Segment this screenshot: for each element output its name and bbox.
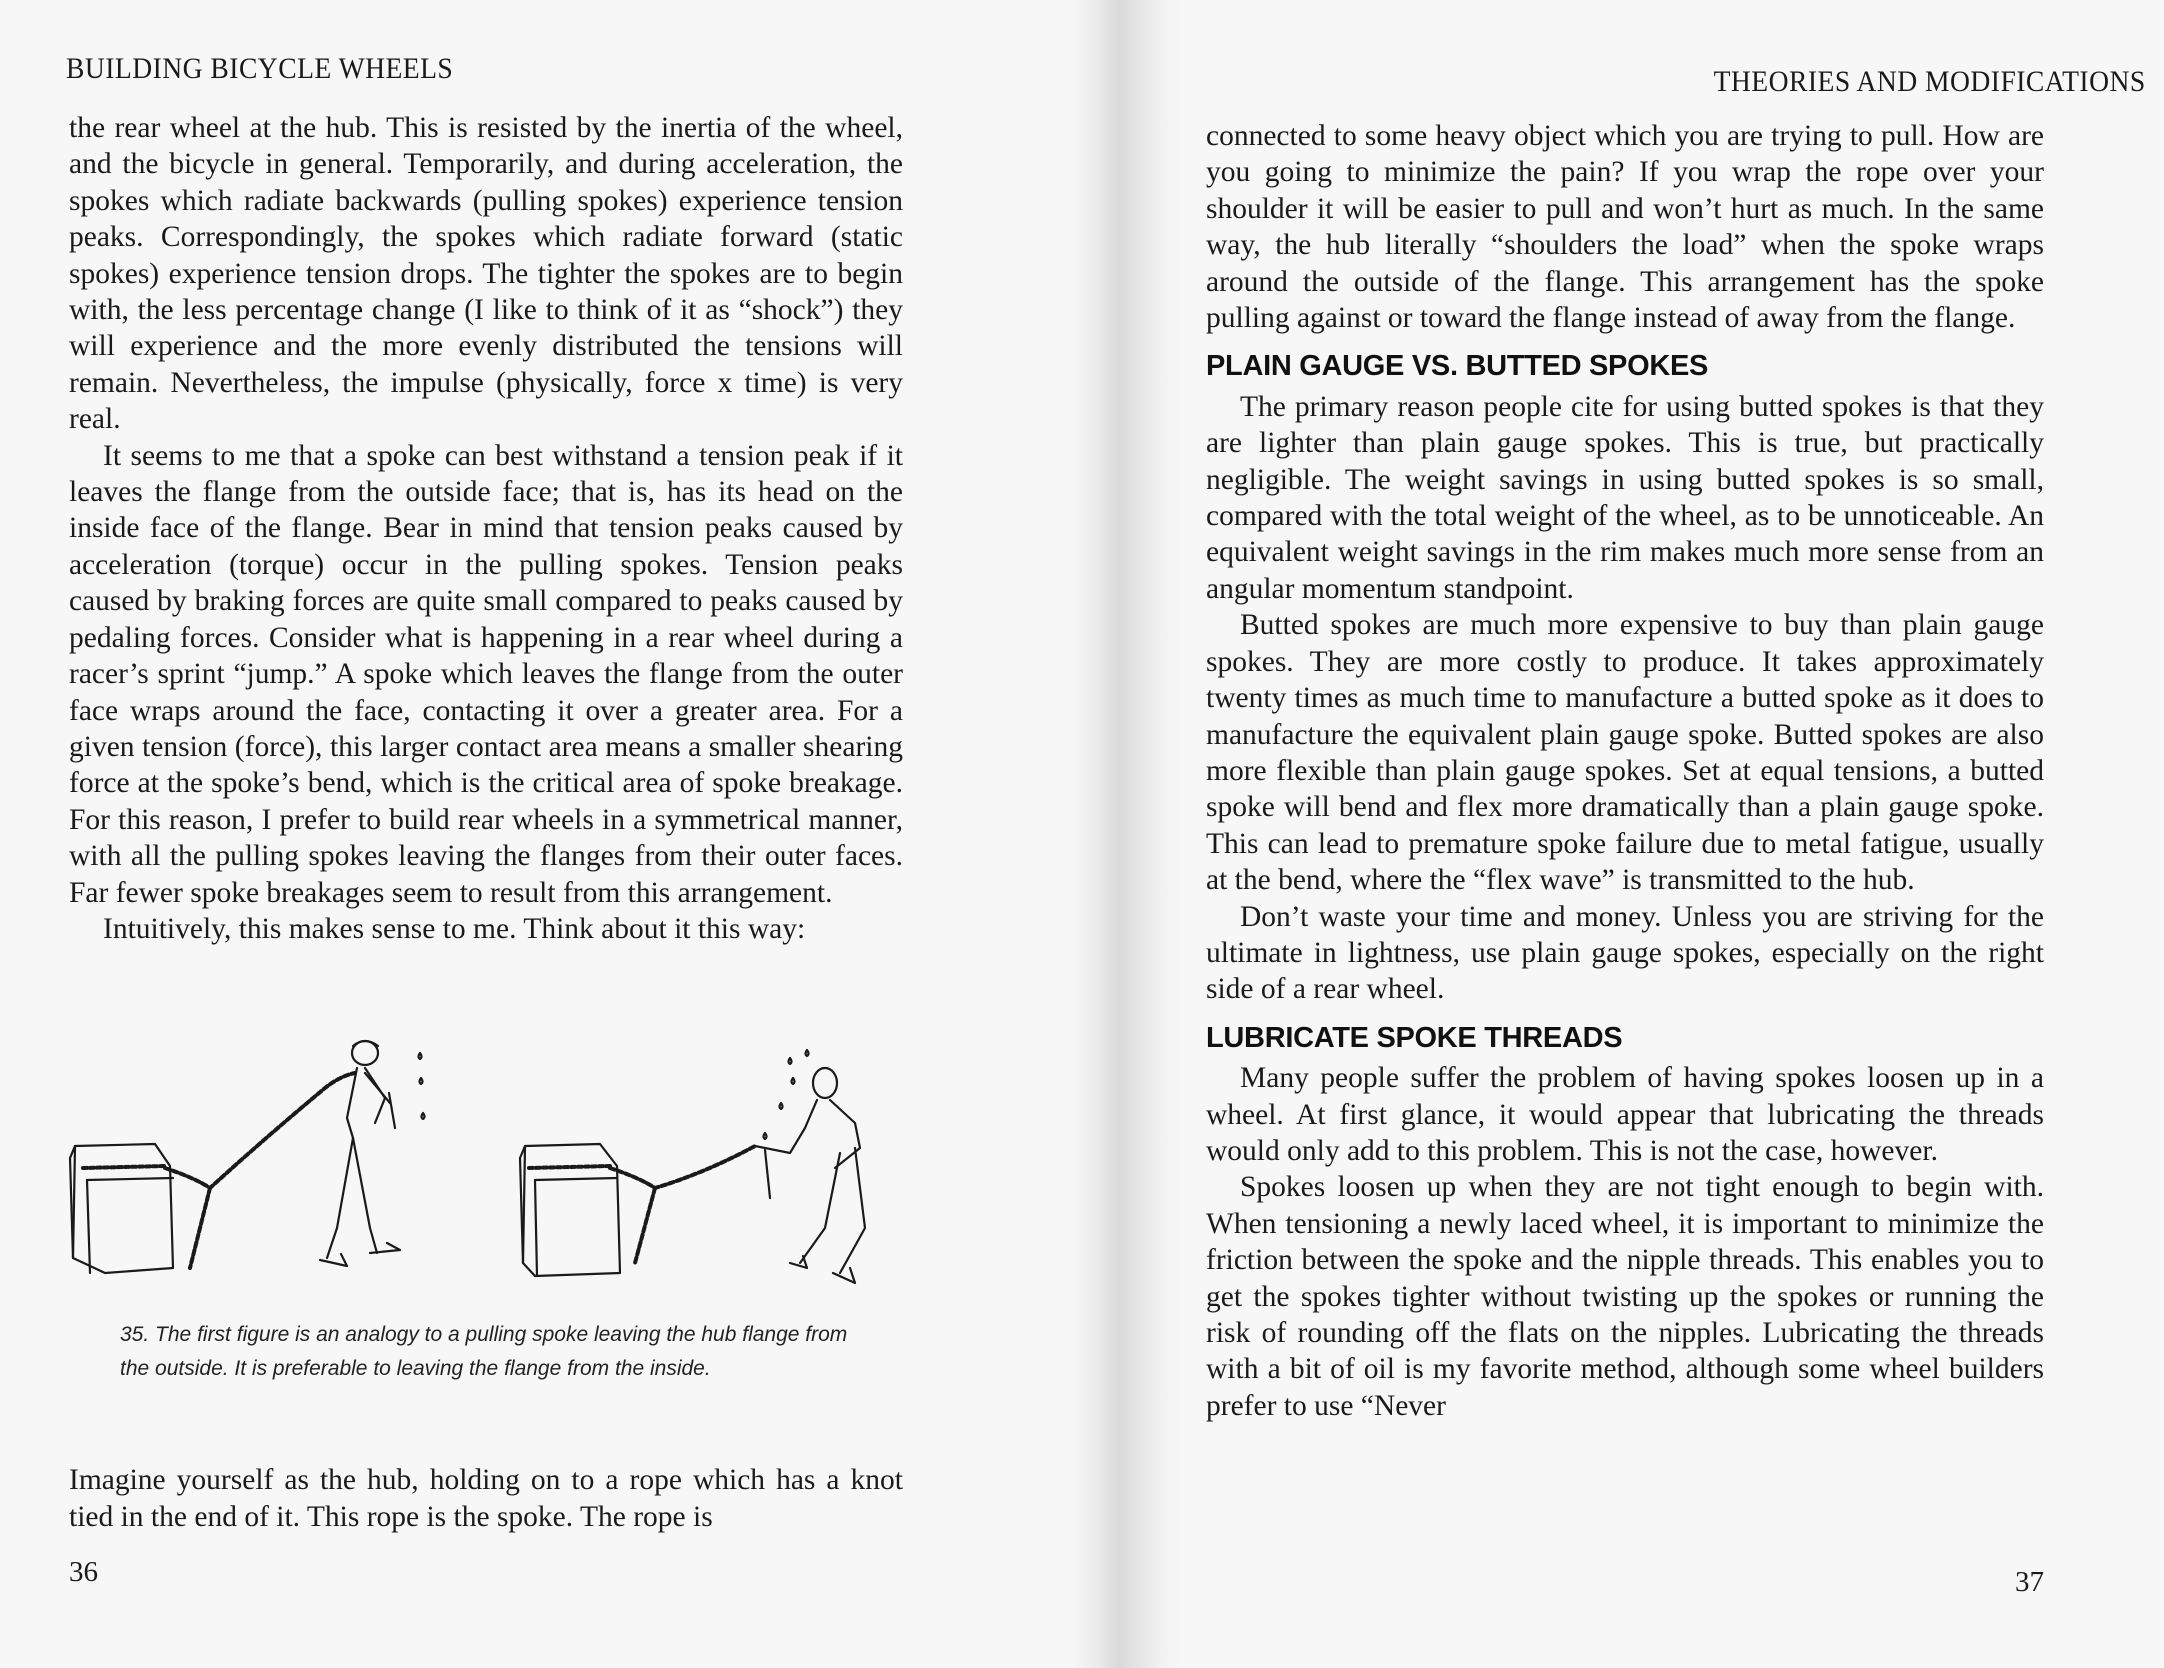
left-page bbox=[0, 0, 1070, 1668]
sweat-drops bbox=[764, 1050, 809, 1139]
paragraph-after-figure: Imagine yourself as the hub, holding on to a rope which has a knot tied in the end of it. This rope is the spoke. The rope is bbox=[69, 1464, 903, 1533]
figure-35-illustration bbox=[65, 1028, 895, 1298]
figure-man-hands bbox=[755, 1068, 865, 1283]
paragraph: Spokes loosen up when they are not tight enough to begin with. When tensioning a newly laced wheel, it is important to minimize the friction between the spoke and the nipple threads. This enables you to get the spokes tighter without twisting up the spokes or running the risk of rounding off the flats on the nipples. Lubricating the threads with a bit of oil is my favorite method, although some wheel builders prefer to use “Never bbox=[1206, 1171, 2044, 1422]
paragraph: The primary reason people cite for using butted spokes is that they are lighter than plain gauge spokes. This is true, but practically negligible. The weight savings in using butted spokes is so small, compared with the total weight of the wheel, as to be unnoticeable. An equivalent weight savings in the rim makes much more sense from an angular momentum standpoint. bbox=[1206, 390, 2044, 605]
section-heading-plain-vs-butted: PLAIN GAUGE VS. BUTTED SPOKES bbox=[1206, 350, 1709, 383]
right-page bbox=[1130, 0, 2164, 1668]
heavy-box-icon bbox=[520, 1144, 620, 1276]
paragraph: Intuitively, this makes sense to me. Think about it this way: bbox=[103, 912, 806, 945]
figure-panel-hands bbox=[520, 1050, 865, 1283]
left-body-text bbox=[69, 110, 903, 947]
paragraph: the rear wheel at the hub. This is resisted by the inertia of the wheel, and the bicycle in general. Temporarily, and during acceleration, the spokes which radiate backwards (pulling spokes) experience tension peaks. Correspondingly, the spokes which radiate forward (static spokes) experience tension drops. The tighter the spokes are to begin with, the less percentage change (I like to think of it as “shock”) they will experience and the more evenly distributed the tensions will remain. Nevertheless, the impulse (physically, force x time) is very real. bbox=[69, 112, 903, 436]
running-head-left: BUILDING BICYCLE WHEELS bbox=[66, 52, 454, 85]
right-body-text bbox=[1206, 118, 2044, 1424]
rope bbox=[165, 1073, 355, 1188]
paragraph: Don’t waste your time and money. Unless you are striving for the ultimate in lightness, use plain gauge spokes, especially on the right side of a rear wheel. bbox=[1206, 900, 2044, 1006]
heavy-box-icon bbox=[70, 1144, 173, 1273]
paragraph: Many people suffer the problem of having spokes loosen up in a wheel. At first glance, it would appear that lubricating the threads would only add to this problem. This is not the case, however. bbox=[1206, 1062, 2044, 1167]
section-heading-lubricate-threads: LUBRICATE SPOKE THREADS bbox=[1206, 1021, 1623, 1054]
rope bbox=[610, 1146, 755, 1188]
paragraph: It seems to me that a spoke can best withstand a tension peak if it leaves the flange from the outside face; that is, has its head on the inside face of the flange. Bear in mind that tension peaks caused by acceleration (torque) occur in the pulling spokes. Tension peaks caused by braking forces are quite small compared to peaks caused by pedaling forces. Consider what is happening in a rear wheel during a racer’s sprint “jump.” A spoke which leaves the flange from the outer face wraps around the face, contacting it over a greater area. For a given tension (force), this larger contact area means a smaller shearing force at the spoke’s bend, which is the critical area of spoke breakage. For this reason, I prefer to build rear wheels in a symmetrical manner, with all the pulling spokes leaving the flanges from their outer faces. Far fewer spoke breakages seem to result from this arrangement. bbox=[69, 439, 903, 909]
paragraph: Butted spokes are much more expensive to buy than plain gauge spokes. They are more costly to produce. It takes approximately twenty times as much time to manufacture a butted spoke as it does to manufacture the equivalent plain gauge spoke. Butted spokes are also more flexible than plain gauge spokes. Set at equal tensions, a butted spoke will bend and flex more dramatically than a plain gauge spoke. This can lead to premature spoke failure due to metal fatigue, usually at the bend, where the “flex wave” is transmitted to the hub. bbox=[1206, 609, 2044, 897]
figure-number: 35. bbox=[120, 1323, 150, 1346]
paragraph: connected to some heavy object which you are trying to pull. How are you going to minimize the pain? If you wrap the rope over your shoulder it will be easier to pull and won’t hurt as much. In the same way, the hub literally “shoulders the load” when the spoke wraps around the outside of the flange. This arrangement has the spoke pulling against or toward the flange instead of away from the flange. bbox=[1206, 120, 2044, 335]
figure-caption bbox=[120, 1318, 860, 1386]
figure-caption-text: The first figure is an analogy to a pulling spoke leaving the hub flange from the outside. It is preferable to leaving the flange from the inside. bbox=[120, 1323, 848, 1380]
sweat-drops bbox=[419, 1053, 425, 1119]
running-head-right: THEORIES AND MODIFICATIONS bbox=[1713, 65, 2146, 98]
figure-panel-shoulder bbox=[70, 1041, 425, 1273]
figure-man-shoulder bbox=[320, 1041, 400, 1266]
page-number-left: 36 bbox=[69, 1556, 98, 1588]
page-number-right: 37 bbox=[2015, 1566, 2044, 1598]
